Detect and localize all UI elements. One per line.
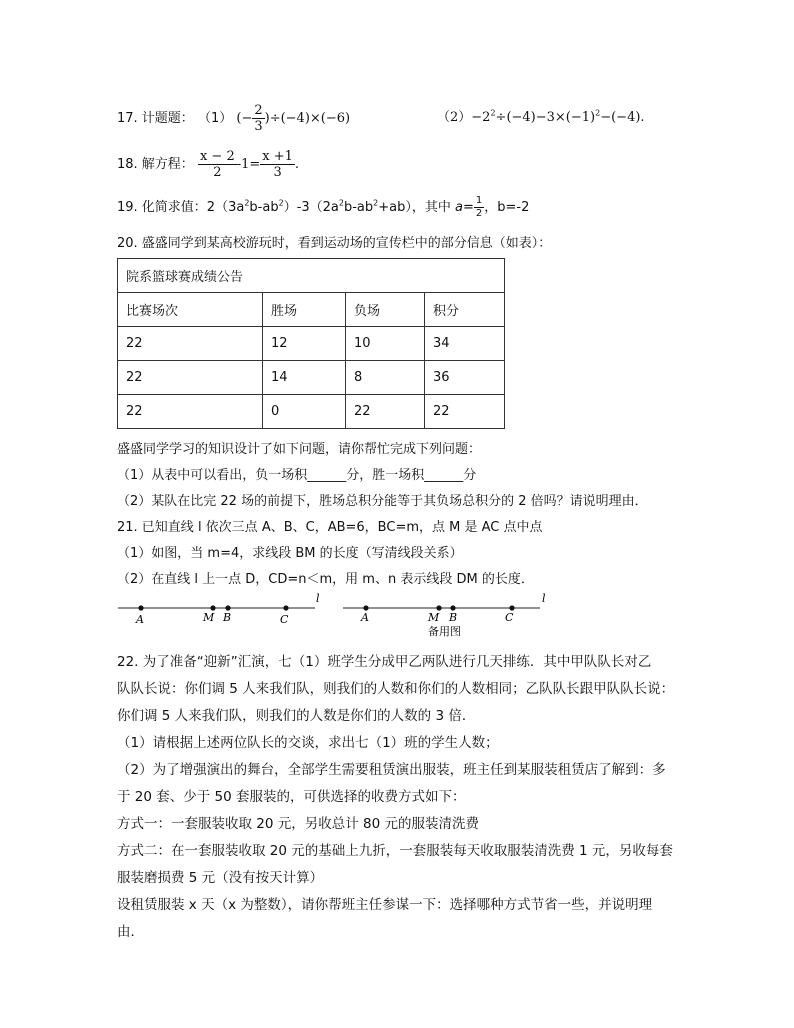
point-m <box>210 605 215 610</box>
table-cell: 10 <box>346 327 425 361</box>
label-m-backup: M <box>428 611 440 624</box>
backup-figure <box>343 592 546 638</box>
line-figures <box>110 590 560 640</box>
table-header: 积分 <box>425 293 505 327</box>
table-cell: 34 <box>425 327 505 361</box>
q22-part2-line2: 于 20 套、少于 50 套服装的，可供选择的收费方式如下： <box>117 789 466 805</box>
table-cell: 36 <box>425 361 505 395</box>
label-c: C <box>280 613 289 626</box>
point-c <box>283 605 288 610</box>
point-b-backup <box>450 605 455 610</box>
table-cell: 22 <box>118 395 263 429</box>
q18-fraction-left: $\frac{x - 2}{2}$ <box>199 149 235 180</box>
point-a <box>138 605 143 610</box>
q22-question-line1: 设租赁服装 x 天（x 为整数），请你帮班主任参谋一下：选择哪种方式节省一些，并说明理 <box>117 897 653 913</box>
q22-option2-line2: 服装磨损费 5 元（没有按天计算） <box>117 870 324 886</box>
q19-fraction: $\frac{1}{2}$ <box>475 195 483 219</box>
q17-part1-label: （1） <box>197 111 233 126</box>
table-cell: 22 <box>118 361 263 395</box>
question-19: 19. 化简求值：$2(3a^2b-ab^2)-3(2a^2b-ab^2+ab)$，其中 a= $\frac{1}{2}$ ，b=-2 <box>117 195 530 219</box>
point-a-backup <box>363 605 368 610</box>
table-header: 比赛场次 <box>118 293 263 327</box>
q22-question-line2: 由． <box>117 924 144 940</box>
question-20-intro: 20. 盛盛同学到某高校游玩时，看到运动场的宣传栏中的部分信息（如表）： <box>117 236 552 251</box>
label-l: l <box>316 592 320 605</box>
table-cell: 22 <box>425 395 505 429</box>
score-table <box>117 258 505 429</box>
q22-option2-line1: 方式二：在一套服装收取 20 元的基础上九折，一套服装每天收取服装清洗费 1 元，另收每套 <box>117 843 673 859</box>
q18-fraction-right: $\frac{x +1}{3}$ <box>262 149 293 180</box>
table-cell: 12 <box>263 327 346 361</box>
table-cell: 0 <box>263 395 346 429</box>
q17-prefix: 17. 计题题： <box>117 111 194 126</box>
table-header: 负场 <box>346 293 425 327</box>
q21-part1: （1）如图，当 m=4，求线段 BM 的长度（写清线段关系） <box>117 546 463 561</box>
table-cell: 22 <box>118 327 263 361</box>
q22-option1: 方式一：一套服装收取 20 元，另收总计 80 元的服装清洗费 <box>117 816 480 832</box>
table-row <box>118 327 505 361</box>
backup-caption: 备用图 <box>428 625 461 638</box>
point-m-backup <box>436 605 441 610</box>
question-17 <box>117 104 350 133</box>
label-m: M <box>203 611 215 624</box>
table-title: 院系篮球赛成绩公告 <box>118 259 505 293</box>
question-21: 21. 已知直线 l 依次三点 A、B、C，AB=6，BC=m，点 M 是 AC 点中点 <box>117 520 543 535</box>
question-22-line2: 队队长说：你们调 5 人来我们队，则我们的人数和你们的人数相同；乙队队长跟甲队队长说： <box>117 681 675 697</box>
question-18: 18. 解方程： $\frac{x - 2}{2}$ -1= $\frac{x +1}{3}$ . <box>117 149 300 180</box>
table-cell: 14 <box>263 361 346 395</box>
q17-part2: $(2)-2^2\div(-4)-3\times(-1)^2-(-4)$. <box>437 108 645 125</box>
label-a: A <box>136 613 144 626</box>
table-cell: 22 <box>346 395 425 429</box>
point-c-backup <box>509 605 514 610</box>
table-cell: 8 <box>346 361 425 395</box>
q22-part2-line1: （2）为了增强演出的舞台，全部学生需要租赁演出服装，班主任到某服装租赁店了解到：多 <box>117 762 666 778</box>
table-header-row <box>118 293 505 327</box>
question-22-line3: 你们调 5 人来我们队，则我们的人数是你们的人数的 3 倍． <box>117 708 476 724</box>
label-b: B <box>223 611 232 624</box>
point-b <box>225 605 230 610</box>
label-b-backup: B <box>449 611 458 624</box>
q20-follow: 盛盛同学学习的知识设计了如下问题，请你帮忙完成下列问题： <box>117 442 482 457</box>
table-title-row <box>118 259 505 293</box>
q20-part2: （2）某队在比完 22 场的前提下，胜场总积分能等于其负场总积分的 2 倍吗？请说明理由． <box>117 494 648 509</box>
q21-part2: （2）在直线 l 上一点 D，CD=n＜m，用 m、n 表示线段 DM 的长度． <box>117 572 534 587</box>
label-l-backup: l <box>542 592 546 605</box>
table-header: 胜场 <box>263 293 346 327</box>
table-row <box>118 361 505 395</box>
q22-part1: （1）请根据上述两位队长的交谈，求出七（1）班的学生人数； <box>117 735 499 751</box>
label-c-backup: C <box>505 611 514 624</box>
main-figure <box>118 592 320 626</box>
table-row <box>118 395 505 429</box>
q17-part1-expression: (− $\frac{2}{3}$ )÷(−4)×(−6) <box>236 103 351 134</box>
q20-part1: （1）从表中可以看出，负一场积______分，胜一场积______分 <box>117 468 477 483</box>
label-a-backup: A <box>361 611 369 624</box>
q17-fraction: $\frac{2}{3}$ <box>254 103 263 134</box>
question-22-line1: 22. 为了准备“迎新”汇演，七（1）班学生分成甲乙两队进行几天排练．其中甲队队长对乙 <box>117 654 652 670</box>
